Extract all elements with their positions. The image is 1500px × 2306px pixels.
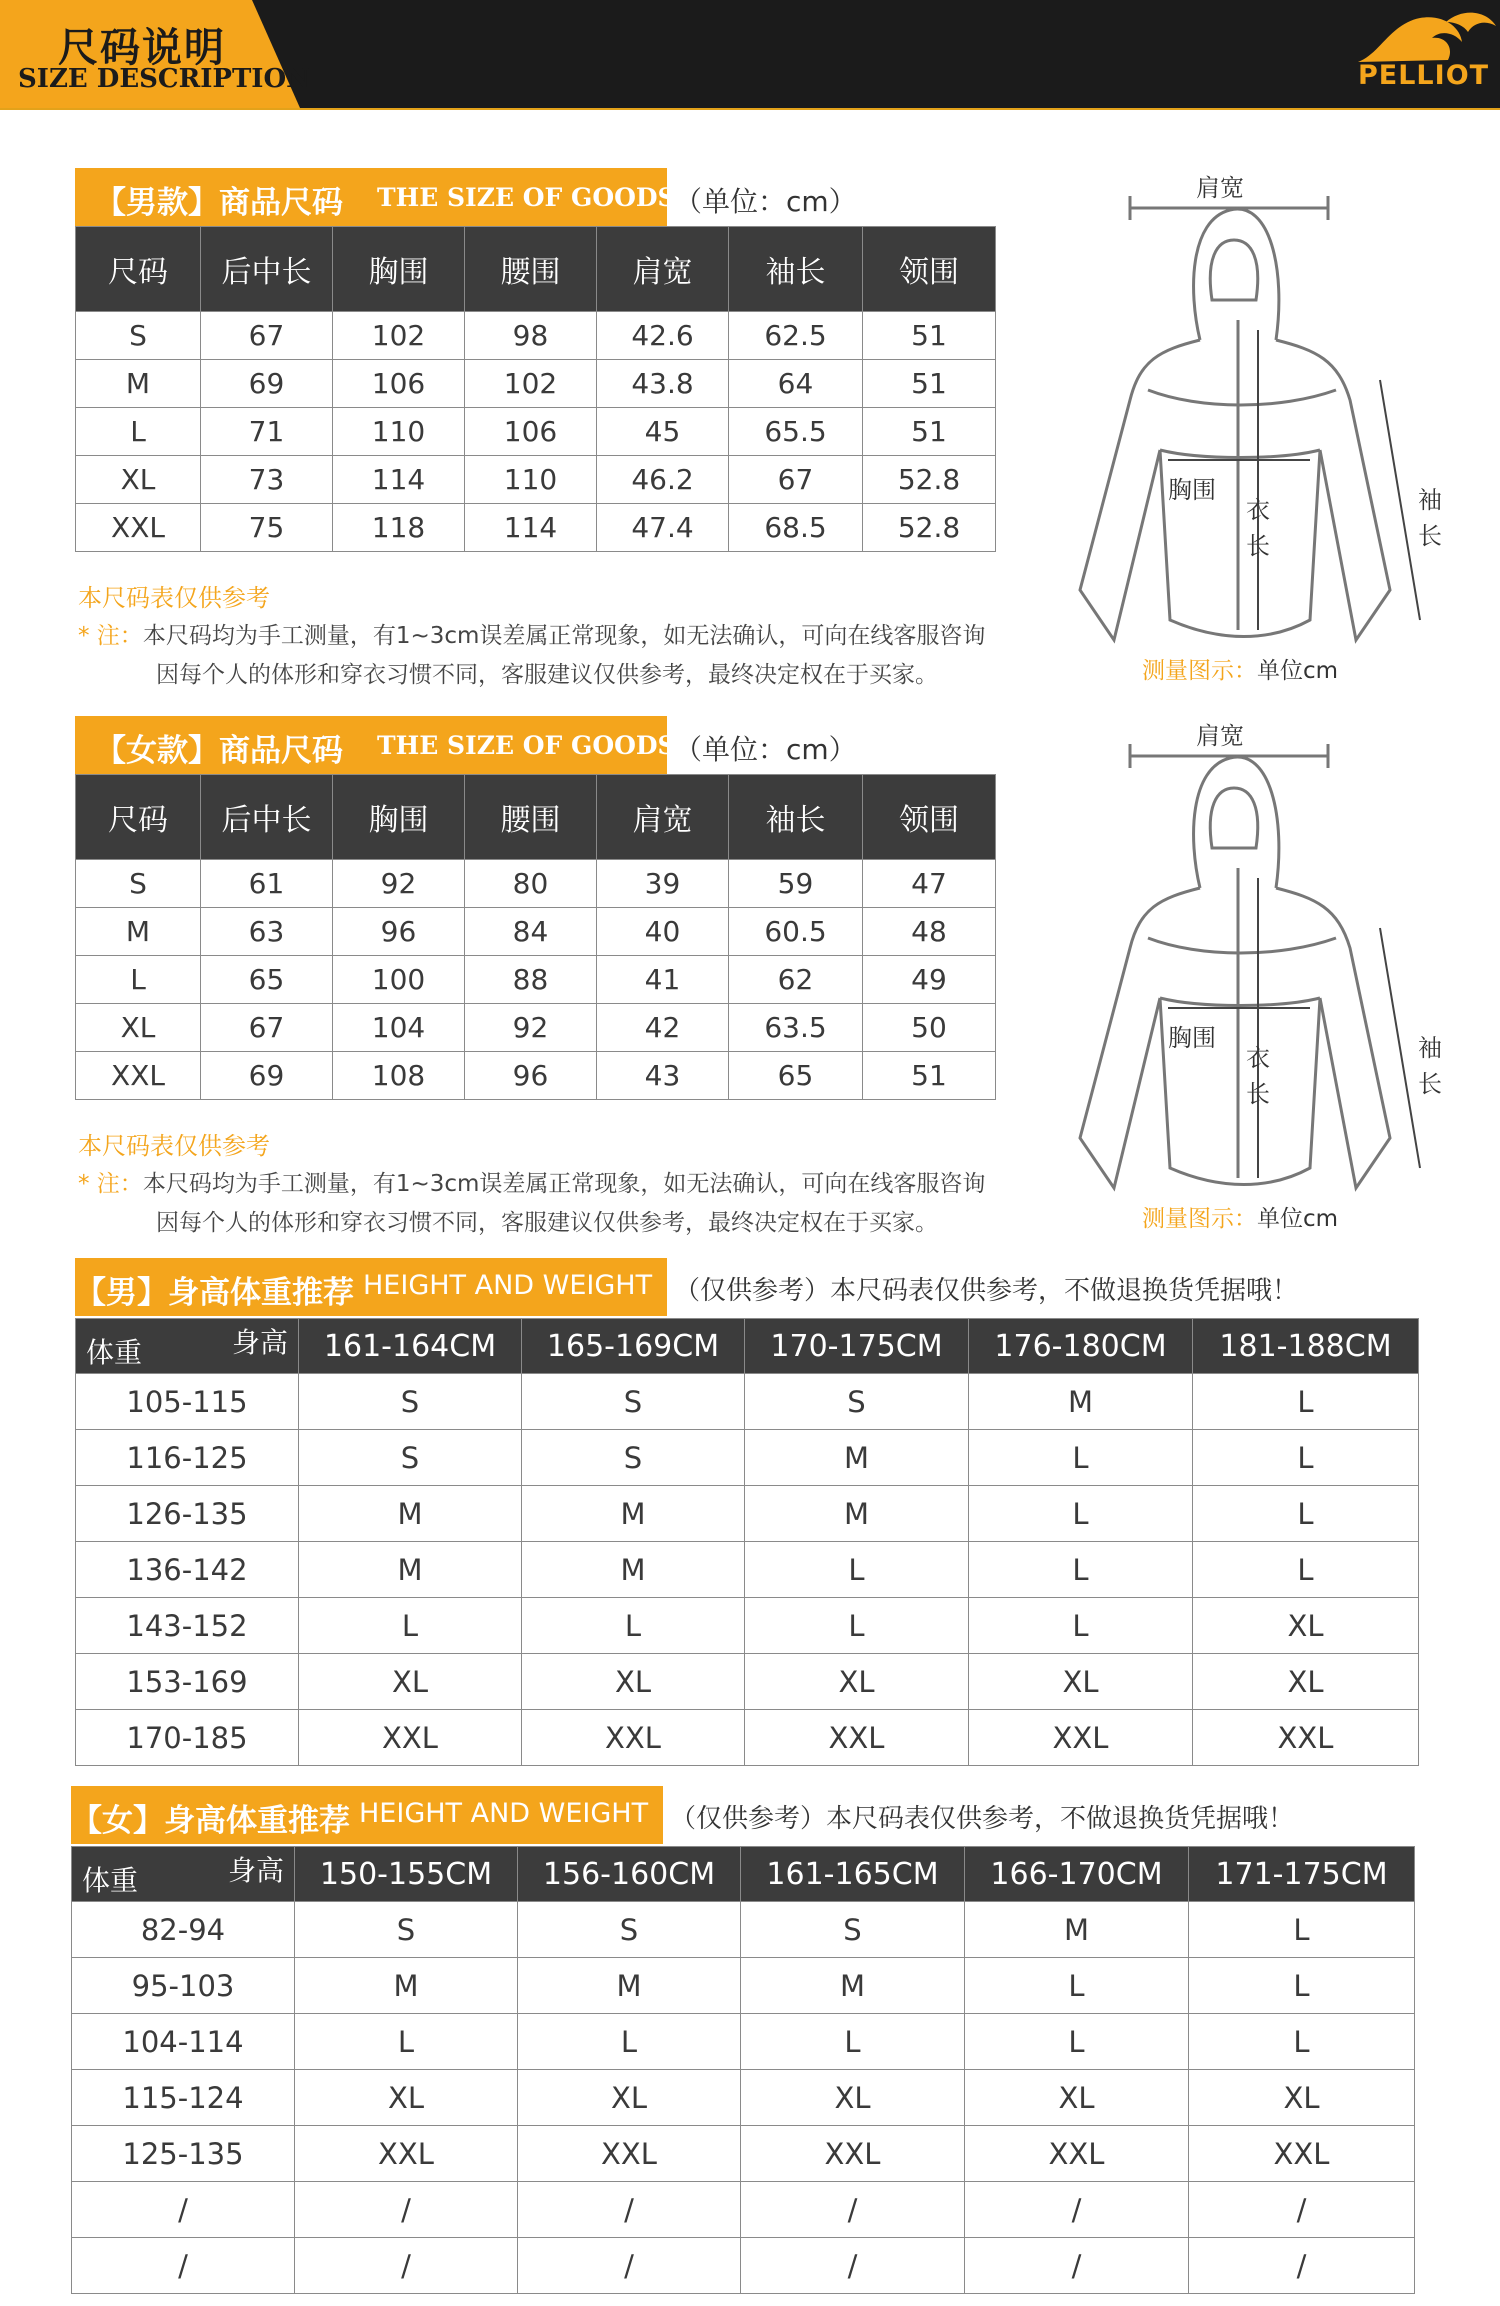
diagram-length-label-1: 衣 — [1246, 496, 1270, 524]
corner-height: 身高 — [227, 1854, 284, 1887]
table-cell: XXL — [295, 2126, 518, 2182]
corner-weight: 体重 — [86, 1336, 143, 1369]
men-recommend-header-row — [76, 1319, 1419, 1374]
table-cell: 67 — [201, 312, 333, 360]
table-row — [76, 1654, 1419, 1710]
caption-label: 测量图示： — [1142, 658, 1257, 684]
table-cell: M — [76, 360, 201, 408]
table-cell: 62.5 — [729, 312, 863, 360]
table-corner-cell — [72, 1847, 295, 1902]
women-size-title-en: THE SIZE OF GOODS — [377, 731, 676, 760]
men-size-title-cn: 【男款】商品尺码 — [95, 185, 343, 221]
table-cell: 41 — [597, 956, 729, 1004]
table-row — [72, 2126, 1415, 2182]
men-size-title-en: THE SIZE OF GOODS — [377, 183, 676, 212]
table-cell: 92 — [465, 1004, 597, 1052]
table-cell: M — [745, 1486, 969, 1542]
table-cell: S — [295, 1902, 518, 1958]
table-cell: L — [965, 1958, 1189, 2014]
table-cell: XL — [1193, 1654, 1419, 1710]
table-cell: 115-124 — [72, 2070, 295, 2126]
table-row — [76, 1710, 1419, 1766]
table-row — [76, 360, 996, 408]
women-recommend-title-cn: 【女】身高体重推荐 — [71, 1803, 350, 1839]
table-row — [72, 2014, 1415, 2070]
women-note-line1 — [78, 1165, 985, 1198]
table-row — [76, 1486, 1419, 1542]
women-note-line2: 因每个人的体形和穿衣习惯不同，客服建议仅供参考，最终决定权在于买家。 — [156, 1210, 938, 1236]
table-cell: M — [295, 1958, 518, 2014]
table-cell: XL — [76, 456, 201, 504]
table-cell: 118 — [333, 504, 465, 552]
table-cell: M — [741, 1958, 965, 2014]
table-cell: / — [965, 2182, 1189, 2238]
table-cell: L — [1189, 1902, 1415, 1958]
col-header: 161-164CM — [299, 1319, 522, 1374]
table-cell: 39 — [597, 860, 729, 908]
diagram-sleeve-label-2: 长 — [1418, 1070, 1442, 1098]
table-cell: XL — [745, 1654, 969, 1710]
table-cell: 40 — [597, 908, 729, 956]
col-header: 腰围 — [465, 775, 597, 860]
table-cell: 98 — [465, 312, 597, 360]
table-cell: 68.5 — [729, 504, 863, 552]
table-cell: M — [299, 1486, 522, 1542]
note-star: * 注： — [78, 623, 143, 649]
col-header: 161-165CM — [741, 1847, 965, 1902]
men-size-unit: （单位：cm） — [674, 185, 857, 218]
table-cell: 67 — [201, 1004, 333, 1052]
table-row — [72, 1902, 1415, 1958]
table-cell: L — [741, 2014, 965, 2070]
table-row — [76, 1430, 1419, 1486]
table-cell: 73 — [201, 456, 333, 504]
table-row — [72, 2182, 1415, 2238]
table-cell: 63 — [201, 908, 333, 956]
table-cell: XL — [1193, 1598, 1419, 1654]
table-cell: 43 — [597, 1052, 729, 1100]
table-cell: / — [741, 2238, 965, 2294]
table-cell: L — [1193, 1486, 1419, 1542]
table-cell: / — [518, 2238, 741, 2294]
table-cell: 62 — [729, 956, 863, 1004]
table-row — [76, 956, 996, 1004]
diagram-sleeve-label-1: 袖 — [1418, 1034, 1442, 1062]
table-row — [76, 1374, 1419, 1430]
table-cell: M — [518, 1958, 741, 2014]
table-cell: XXL — [1189, 2126, 1415, 2182]
col-header: 176-180CM — [969, 1319, 1193, 1374]
table-row — [76, 1598, 1419, 1654]
table-cell: S — [741, 1902, 965, 1958]
table-cell: 95-103 — [72, 1958, 295, 2014]
table-cell: XL — [76, 1004, 201, 1052]
table-cell: / — [72, 2182, 295, 2238]
table-cell: / — [741, 2182, 965, 2238]
diagram-length-label-2: 长 — [1246, 1080, 1270, 1108]
jacket-outline-icon — [1060, 160, 1460, 660]
table-cell: L — [1193, 1430, 1419, 1486]
table-cell: L — [1193, 1542, 1419, 1598]
table-cell: S — [745, 1374, 969, 1430]
header-title-cn: 尺码说明 — [58, 25, 226, 71]
table-cell: 110 — [333, 408, 465, 456]
table-cell: XXL — [76, 1052, 201, 1100]
table-cell: XXL — [965, 2126, 1189, 2182]
table-cell: 64 — [729, 360, 863, 408]
table-cell: 69 — [201, 360, 333, 408]
table-cell: XXL — [522, 1710, 745, 1766]
table-cell: S — [76, 312, 201, 360]
table-corner-cell — [76, 1319, 299, 1374]
table-cell: 100 — [333, 956, 465, 1004]
table-cell: M — [965, 1902, 1189, 1958]
table-cell: XXL — [518, 2126, 741, 2182]
table-cell: 104-114 — [72, 2014, 295, 2070]
table-cell: 63.5 — [729, 1004, 863, 1052]
table-cell: L — [76, 956, 201, 1004]
table-cell: 60.5 — [729, 908, 863, 956]
men-measure-diagram — [1060, 160, 1460, 700]
table-row — [76, 1052, 996, 1100]
men-size-header-row — [76, 227, 996, 312]
diagram-sleeve-label-2: 长 — [1418, 522, 1442, 550]
men-note-title: 本尺码表仅供参考 — [78, 584, 270, 612]
table-cell: 67 — [729, 456, 863, 504]
table-cell: 82-94 — [72, 1902, 295, 1958]
table-cell: / — [518, 2182, 741, 2238]
table-cell: 84 — [465, 908, 597, 956]
diagram-chest-label: 胸围 — [1168, 1024, 1216, 1052]
table-cell: S — [518, 1902, 741, 1958]
table-cell: S — [522, 1430, 745, 1486]
table-cell: L — [518, 2014, 741, 2070]
women-size-title-cn: 【女款】商品尺码 — [95, 733, 343, 769]
table-cell: 143-152 — [76, 1598, 299, 1654]
table-cell: L — [295, 2014, 518, 2070]
col-header: 胸围 — [333, 227, 465, 312]
table-row — [76, 456, 996, 504]
women-size-header-row — [76, 775, 996, 860]
table-cell: 65 — [201, 956, 333, 1004]
table-cell: / — [1189, 2238, 1415, 2294]
col-header: 肩宽 — [597, 775, 729, 860]
table-cell: 114 — [333, 456, 465, 504]
men-note-line2: 因每个人的体形和穿衣习惯不同，客服建议仅供参考，最终决定权在于买家。 — [156, 662, 938, 688]
col-header: 156-160CM — [518, 1847, 741, 1902]
table-cell: 88 — [465, 956, 597, 1004]
table-cell: XXL — [1193, 1710, 1419, 1766]
table-cell: XXL — [741, 2126, 965, 2182]
table-cell: 47 — [863, 860, 996, 908]
table-cell: M — [299, 1542, 522, 1598]
table-cell: 45 — [597, 408, 729, 456]
table-cell: XL — [518, 2070, 741, 2126]
table-cell: 71 — [201, 408, 333, 456]
table-cell: 61 — [201, 860, 333, 908]
table-cell: 59 — [729, 860, 863, 908]
col-header: 170-175CM — [745, 1319, 969, 1374]
header-title-en: SIZE DESCRIPTION — [18, 64, 310, 94]
diagram-caption — [1142, 652, 1338, 685]
table-cell: L — [969, 1486, 1193, 1542]
table-cell: XL — [969, 1654, 1193, 1710]
men-note-line1 — [78, 617, 985, 650]
corner-weight: 体重 — [82, 1864, 139, 1897]
table-cell: L — [969, 1430, 1193, 1486]
table-cell: S — [522, 1374, 745, 1430]
men-recommend-title-en: HEIGHT AND WEIGHT — [363, 1270, 653, 1301]
note-star: * 注： — [78, 1171, 143, 1197]
men-recommend-table — [75, 1318, 1419, 1766]
women-size-unit: （单位：cm） — [674, 733, 857, 766]
table-cell: 114 — [465, 504, 597, 552]
table-cell: L — [1193, 1374, 1419, 1430]
table-row — [76, 908, 996, 956]
col-header: 181-188CM — [1193, 1319, 1419, 1374]
table-cell: L — [522, 1598, 745, 1654]
brand-name: PELLIOT — [1358, 60, 1490, 91]
table-row — [76, 504, 996, 552]
table-cell: XL — [295, 2070, 518, 2126]
table-cell: 105-115 — [76, 1374, 299, 1430]
table-cell: 52.8 — [863, 504, 996, 552]
table-cell: 96 — [465, 1052, 597, 1100]
caption-label: 测量图示： — [1142, 1206, 1257, 1232]
table-cell: L — [745, 1598, 969, 1654]
men-recommend-title-cn: 【男】身高体重推荐 — [75, 1275, 354, 1311]
note-text: 本尺码均为手工测量，有1~3cm误差属正常现象，如无法确认，可向在线客服咨询 — [142, 1171, 986, 1197]
corner-height: 身高 — [231, 1326, 288, 1359]
table-row — [76, 1004, 996, 1052]
table-cell: / — [1189, 2182, 1415, 2238]
table-cell: 75 — [201, 504, 333, 552]
diagram-shoulder-label: 肩宽 — [1196, 174, 1244, 202]
col-header: 肩宽 — [597, 227, 729, 312]
table-cell: M — [522, 1542, 745, 1598]
jacket-outline-icon — [1060, 708, 1460, 1208]
women-recommend-title-bar — [71, 1786, 663, 1844]
table-cell: 102 — [333, 312, 465, 360]
table-cell: M — [745, 1430, 969, 1486]
col-header: 领围 — [863, 775, 996, 860]
table-cell: L — [969, 1542, 1193, 1598]
table-cell: XL — [522, 1654, 745, 1710]
men-size-title-bar — [75, 168, 676, 226]
table-cell: / — [72, 2238, 295, 2294]
table-cell: XXL — [76, 504, 201, 552]
table-cell: 51 — [863, 312, 996, 360]
diagram-length-label-1: 衣 — [1246, 1044, 1270, 1072]
col-header: 165-169CM — [522, 1319, 745, 1374]
table-cell: S — [76, 860, 201, 908]
table-row — [76, 408, 996, 456]
diagram-chest-label: 胸围 — [1168, 476, 1216, 504]
table-cell: 51 — [863, 360, 996, 408]
table-cell: 50 — [863, 1004, 996, 1052]
table-cell: 104 — [333, 1004, 465, 1052]
diagram-caption — [1142, 1200, 1338, 1233]
table-cell: 65 — [729, 1052, 863, 1100]
table-cell: XXL — [745, 1710, 969, 1766]
table-cell: S — [299, 1374, 522, 1430]
women-size-table — [75, 774, 996, 1100]
col-header: 尺码 — [76, 775, 201, 860]
women-recommend-title-en: HEIGHT AND WEIGHT — [359, 1798, 649, 1829]
table-cell: 96 — [333, 908, 465, 956]
table-cell: 170-185 — [76, 1710, 299, 1766]
table-cell: 51 — [863, 1052, 996, 1100]
table-cell: 42.6 — [597, 312, 729, 360]
col-header: 袖长 — [729, 227, 863, 312]
table-cell: XL — [299, 1654, 522, 1710]
col-header: 后中长 — [201, 775, 333, 860]
diagram-sleeve-label-1: 袖 — [1418, 486, 1442, 514]
table-cell: / — [295, 2182, 518, 2238]
table-cell: 106 — [333, 360, 465, 408]
table-cell: 153-169 — [76, 1654, 299, 1710]
men-recommend-remark: （仅供参考）本尺码表仅供参考，不做退换货凭据哦！ — [674, 1276, 1299, 1306]
table-cell: 92 — [333, 860, 465, 908]
table-cell: XL — [741, 2070, 965, 2126]
women-note-title: 本尺码表仅供参考 — [78, 1132, 270, 1160]
table-cell: L — [969, 1598, 1193, 1654]
table-cell: 46.2 — [597, 456, 729, 504]
table-row — [72, 1958, 1415, 2014]
brand-logo-icon — [1350, 4, 1500, 64]
table-cell: 126-135 — [76, 1486, 299, 1542]
table-cell: M — [76, 908, 201, 956]
table-cell: 49 — [863, 956, 996, 1004]
women-recommend-header-row — [72, 1847, 1415, 1902]
diagram-shoulder-label: 肩宽 — [1196, 722, 1244, 750]
table-cell: L — [745, 1542, 969, 1598]
women-size-title-bar — [75, 716, 676, 774]
table-cell: L — [1189, 1958, 1415, 2014]
table-cell: XXL — [299, 1710, 522, 1766]
col-header: 袖长 — [729, 775, 863, 860]
caption-unit: 单位cm — [1257, 658, 1339, 684]
table-cell: 51 — [863, 408, 996, 456]
table-cell: 43.8 — [597, 360, 729, 408]
table-cell: L — [299, 1598, 522, 1654]
col-header: 领围 — [863, 227, 996, 312]
table-cell: 136-142 — [76, 1542, 299, 1598]
table-cell: XXL — [969, 1710, 1193, 1766]
col-header: 胸围 — [333, 775, 465, 860]
table-row — [76, 1542, 1419, 1598]
table-row — [72, 2238, 1415, 2294]
table-cell: L — [76, 408, 201, 456]
col-header: 150-155CM — [295, 1847, 518, 1902]
table-cell: / — [295, 2238, 518, 2294]
diagram-length-label-2: 长 — [1246, 532, 1270, 560]
table-row — [72, 2070, 1415, 2126]
table-cell: 102 — [465, 360, 597, 408]
table-cell: 52.8 — [863, 456, 996, 504]
table-cell: / — [965, 2238, 1189, 2294]
table-cell: 106 — [465, 408, 597, 456]
table-cell: 110 — [465, 456, 597, 504]
table-cell: M — [969, 1374, 1193, 1430]
col-header: 腰围 — [465, 227, 597, 312]
col-header: 后中长 — [201, 227, 333, 312]
men-recommend-title-bar — [75, 1258, 667, 1316]
table-cell: 47.4 — [597, 504, 729, 552]
table-cell: 116-125 — [76, 1430, 299, 1486]
table-cell: L — [965, 2014, 1189, 2070]
table-cell: S — [299, 1430, 522, 1486]
women-measure-diagram — [1060, 708, 1460, 1248]
table-cell: 42 — [597, 1004, 729, 1052]
caption-unit: 单位cm — [1257, 1206, 1339, 1232]
table-cell: 48 — [863, 908, 996, 956]
table-cell: L — [1189, 2014, 1415, 2070]
note-text: 本尺码均为手工测量，有1~3cm误差属正常现象，如无法确认，可向在线客服咨询 — [142, 623, 986, 649]
table-cell: 80 — [465, 860, 597, 908]
col-header: 171-175CM — [1189, 1847, 1415, 1902]
table-cell: 65.5 — [729, 408, 863, 456]
men-size-table — [75, 226, 996, 552]
table-cell: 125-135 — [72, 2126, 295, 2182]
table-cell: M — [522, 1486, 745, 1542]
table-cell: 108 — [333, 1052, 465, 1100]
table-cell: XL — [965, 2070, 1189, 2126]
table-row — [76, 312, 996, 360]
women-recommend-table — [71, 1846, 1415, 2294]
col-header: 尺码 — [76, 227, 201, 312]
table-cell: 69 — [201, 1052, 333, 1100]
table-cell: XL — [1189, 2070, 1415, 2126]
col-header: 166-170CM — [965, 1847, 1189, 1902]
women-recommend-remark: （仅供参考）本尺码表仅供参考，不做退换货凭据哦！ — [670, 1804, 1295, 1834]
table-row — [76, 860, 996, 908]
